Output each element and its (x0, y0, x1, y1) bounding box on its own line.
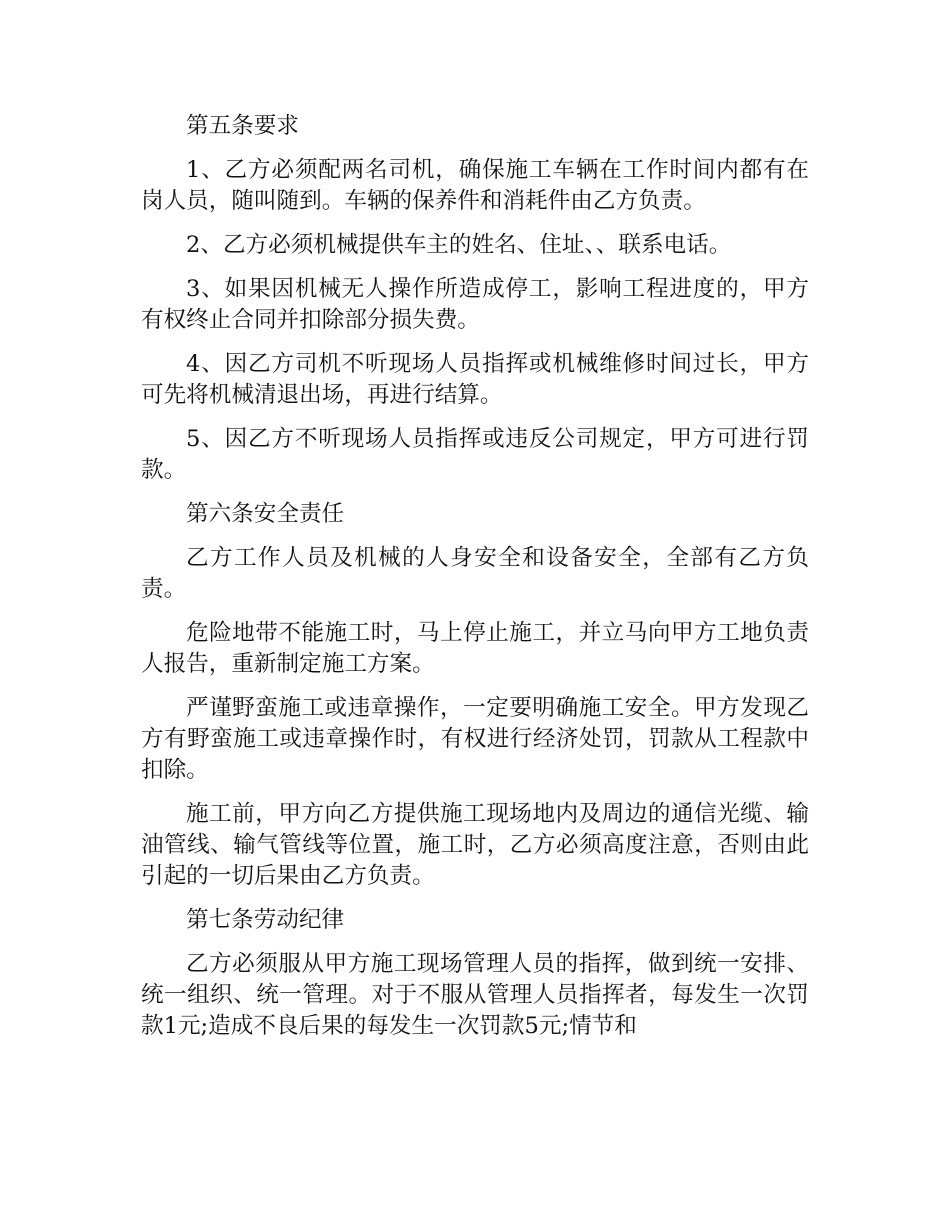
paragraph-requirement-1: 1、乙方必须配两名司机，确保施工车辆在工作时间内都有在岗人员，随叫随到。车辆的保养件和消耗件由乙方负责。 (141, 157, 809, 214)
paragraph-requirement-3: 3、如果因机械无人操作所造成停工，影响工程进度的，甲方有权终止合同并扣除部分损失费。 (141, 276, 809, 333)
document-page (141, 111, 809, 1055)
paragraph-requirement-2: 2、乙方必须机械提供车主的姓名、住址、、联系电话。 (186, 232, 732, 258)
section-heading-article-5: 第五条要求 (186, 113, 299, 139)
paragraph-safety-4: 施工前，甲方向乙方提供施工现场地内及周边的通信光缆、输油管线、输气管线等位置，施工时，乙方必须高度注意，否则由此引起的一切后果由乙方负责。 (141, 801, 809, 889)
paragraph-discipline-1: 乙方必须服从甲方施工现场管理人员的指挥，做到统一安排、统一组织、统一管理。对于不服从管理人员指挥者，每发生一次罚款1元;造成不良后果的每发生一次罚款5元;情节和 (141, 951, 809, 1039)
paragraph-safety-2: 危险地带不能施工时，马上停止施工，并立马向甲方工地负责人报告，重新制定施工方案。 (141, 620, 809, 677)
paragraph-requirement-5: 5、因乙方不听现场人员指挥或违反公司规定，甲方可进行罚款。 (141, 426, 809, 483)
paragraph-safety-3: 严谨野蛮施工或违章操作，一定要明确施工安全。甲方发现乙方有野蛮施工或违章操作时，有权进行经济处罚，罚款从工程款中扣除。 (141, 695, 809, 783)
section-heading-article-7: 第七条劳动纪律 (186, 907, 345, 933)
paragraph-requirement-4: 4、因乙方司机不听现场人员指挥或机械维修时间过长，甲方可先将机械清退出场，再进行结算。 (141, 351, 809, 408)
section-heading-article-6: 第六条安全责任 (186, 501, 345, 527)
paragraph-safety-1: 乙方工作人员及机械的人身安全和设备安全，全部有乙方负责。 (141, 545, 809, 602)
